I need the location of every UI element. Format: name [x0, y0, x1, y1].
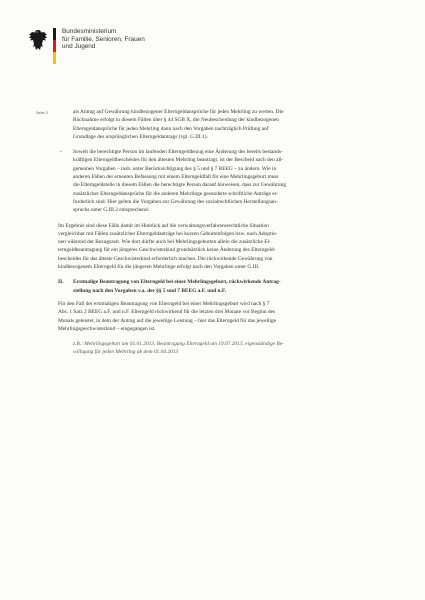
text-line: Für den Fall der erstmaligen Beantragung von Elterngeld bei einer Mehrlingsgeburt wird nach § 7 — [58, 300, 270, 307]
document-body — [58, 108, 376, 357]
ministry-line: für Familie, Senioren, Frauen — [62, 35, 145, 43]
text-line: forderlich sind. Hier gelten die Vorgaben zur Gewährung des sozialrechtlichen Herstellungsan- — [73, 198, 278, 205]
bullet-item — [58, 148, 376, 214]
text-line: nen während der Bezugszeit. Wie dort dürfte auch bei Mehrlingsgeburten allein die zusätzliche El- — [58, 239, 271, 246]
flag-gold — [53, 52, 56, 64]
ministry-name — [62, 28, 145, 51]
text-line: bescheides für das älteste Geschwisterkind erforderlich machen. Die rückwirkende Gewährung von — [58, 255, 273, 262]
example-note — [58, 340, 376, 357]
flag-red — [53, 40, 56, 52]
heading-line: Erstmalige Beantragung von Elterngeld bei einer Mehrlingsgeburt, rückwirkende Antrag- — [73, 279, 281, 286]
paragraph-section — [58, 300, 376, 333]
heading-line: stellung nach den Vorgaben v.a. der §§ 5 und 7 BEEG a.F. und n.F. — [73, 287, 227, 294]
text-line: kräftigen Elterngeldbescheides für den ältesten Mehrling beantragt, ist der Bescheid nach den all- — [73, 157, 284, 164]
ministry-line: Bundesministerium — [62, 28, 117, 35]
text-line: kindbezogenem Elterngeld für die jüngeren Mehrlinge erfolgt nach den Vorgaben unter G.III. — [58, 264, 260, 271]
text-line: Monats geleistet, in dem der Antrag auf die jeweilige Leistung – hier das Elterngeld für das jeweilige — [58, 317, 277, 324]
text-line: anderen Fällen der erneuten Befassung mit einem Elterngeldfall für eine Mehrlingsgeburt muss — [73, 174, 279, 181]
text-line: Abs. 1 Satz 2 BEEG a.F. und n.F. Elterngeld rückwirkend für die letzten drei Monate vor Beginn des — [58, 309, 276, 316]
text-line: zusätzlicher Elterngeldansprüche für die anderen Mehrlinge gesonderte schriftliche Anträge er- — [73, 190, 279, 197]
federal-eagle-icon — [28, 28, 48, 52]
bullet-dash: - — [60, 149, 62, 156]
text-line: Elterngeldansprüche für jeden Mehrling dann nach den Vorgaben nachträglich Prüfung auf — [73, 125, 269, 132]
page-number-note: Seite 2 — [36, 111, 48, 115]
text-line: willigung für jeden Mehrling ab dem 01.04.2013 — [73, 349, 179, 356]
text-line: als Antrag auf Gewährung kindbezogener Elterngeldansprüche für jeden Mehrling zu werten. Die — [73, 109, 284, 115]
ministry-line: und Jugend — [62, 43, 96, 51]
text-line: die Elterngeldstelle in diesem Fällen die berechtigte Person darauf hinweisen, dass zur Gewährung — [73, 182, 287, 189]
paragraph-result — [58, 222, 376, 272]
text-line: z.B.: Mehrlingsgeburt am 01.01.2013, Beantragung Elterngeld am 19.07.2013, eigenständige Be- — [73, 341, 284, 348]
paragraph-continuation — [58, 108, 376, 141]
text-line: spruchs unter G.III.2 entsprechend. — [73, 207, 150, 214]
text-line: Im Ergebnis sind diese Fälle damit im Hinblick auf die verwaltungsverfahrensrechtliche Situation — [58, 222, 269, 229]
text-line: Grundlage des ursprünglichen Elterngeldantrags (vgl. G.III.1). — [73, 133, 208, 140]
text-line: Mehrlingsgeschwisterkind – eingegangen ist. — [58, 325, 156, 332]
text-line: Rücknahme erfolgt in diesem Fällen über § 44 SGB X, die Neubescheidung der kindbezogenen — [73, 117, 279, 124]
text-line: Soweit die berechtigte Person im laufenden Elterngeldbezug eine Änderung des bereits bestands- — [73, 149, 283, 156]
text-line: terngeldbeantragung für ein jüngeres Geschwisterkind grundsätzlich keine Änderung des Elterngeld- — [58, 247, 276, 254]
text-line: vergleichbar mit Fällen zusätzlicher Elterngeldanträge bei kurzen Geburtenfolgen bzw. nach Adoptio- — [58, 230, 278, 237]
section-heading — [58, 278, 376, 295]
text-line: gemeinen Vorgaben – insb. unter Berücksichtigung des § 5 und § 7 BEEG – zu ändern. Wie in — [73, 165, 277, 172]
flag-black — [53, 28, 56, 40]
letterhead — [28, 28, 145, 64]
section-number: II. — [58, 279, 64, 286]
flag-stripe — [53, 28, 56, 64]
